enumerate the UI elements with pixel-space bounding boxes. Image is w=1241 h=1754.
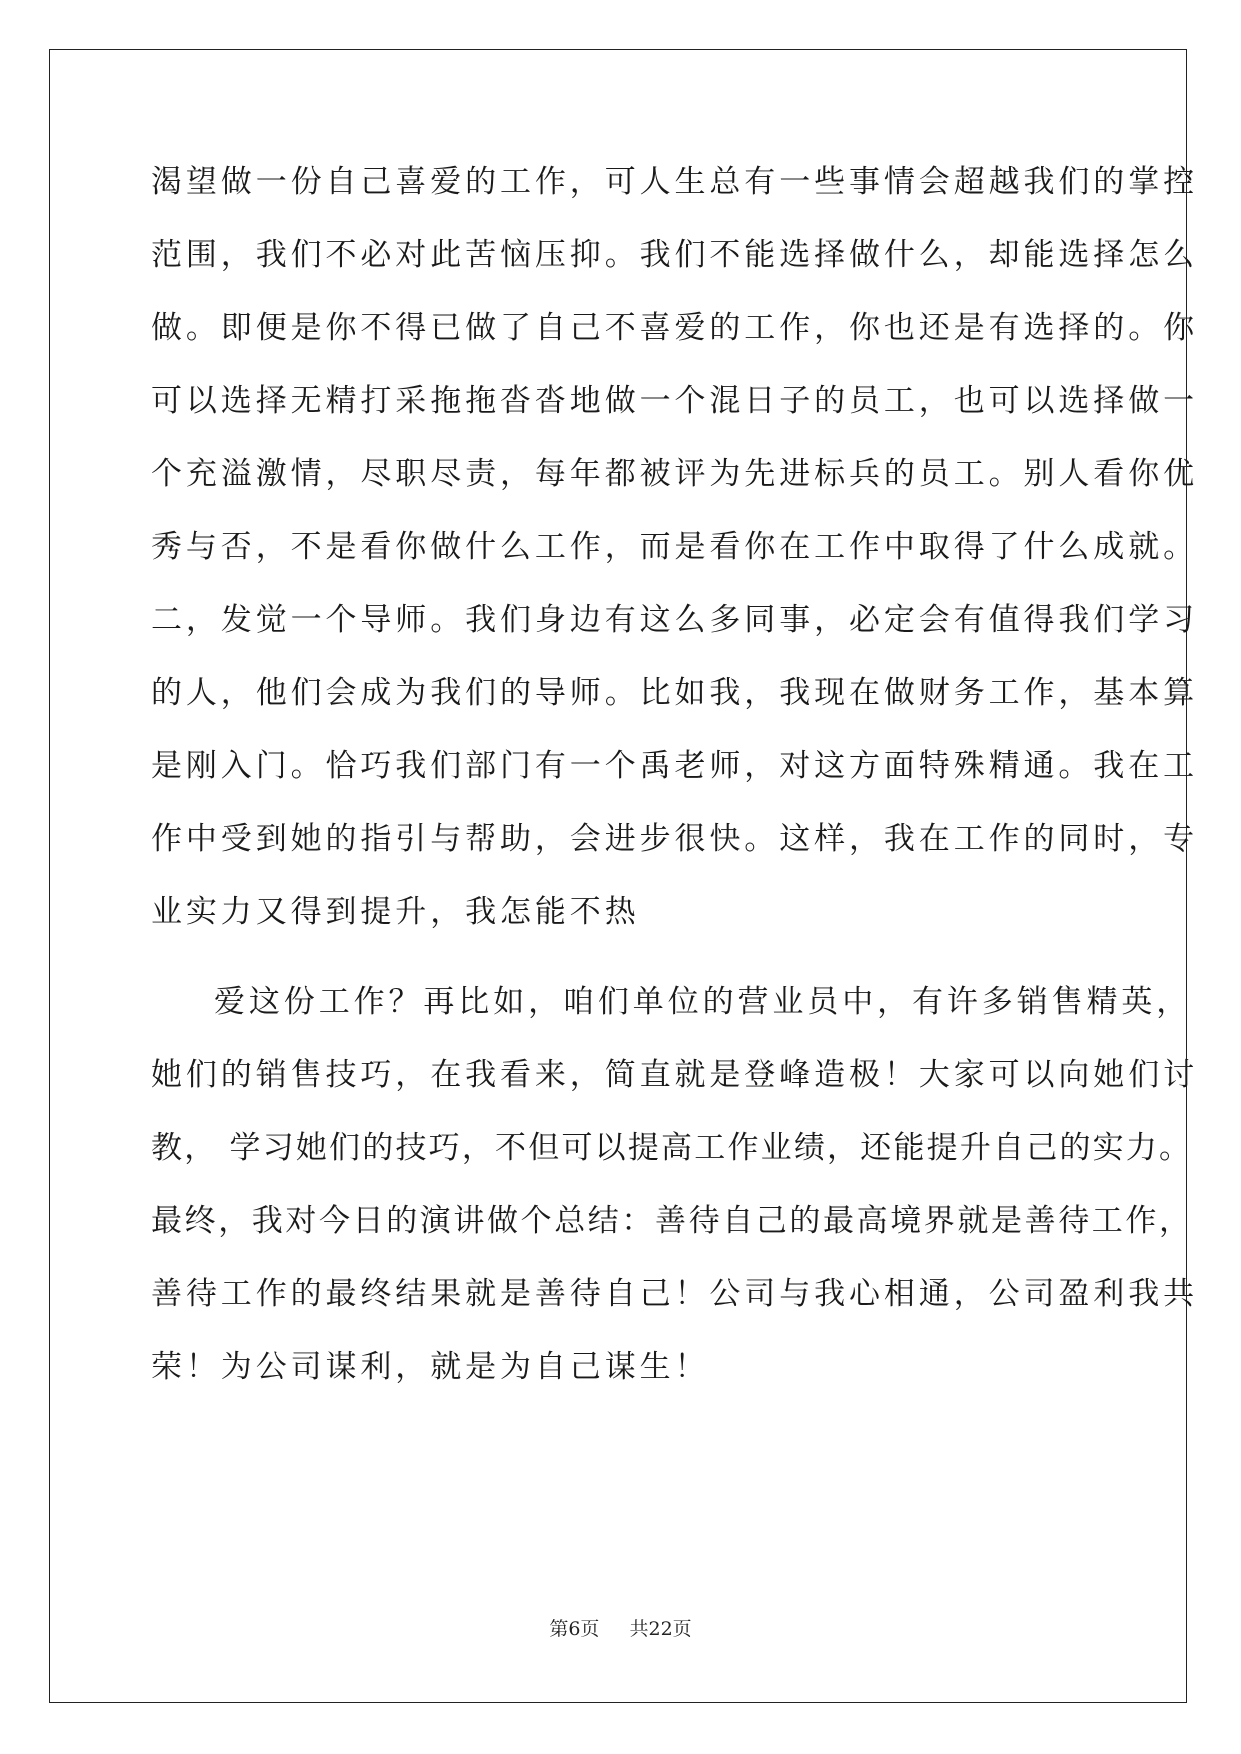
text-line: 教， 学习她们的技巧，不但可以提高工作业绩，还能提升自己的实力。 — [151, 1130, 1193, 1166]
text-line: 业实力又得到提升，我怎能不热 — [151, 894, 640, 930]
text-line: 荣！为公司谋利，就是为自己谋生！ — [151, 1349, 710, 1385]
page-total: 共22页 — [629, 1618, 692, 1640]
text-line: 最终，我对今日的演讲做个总结：善待自己的最高境界就是善待工作， — [151, 1203, 1193, 1239]
text-line: 渴望做一份自己喜爱的工作，可人生总有一些事情会超越我们的掌控 — [151, 164, 1198, 200]
text-line: 善待工作的最终结果就是善待自己！公司与我心相通，公司盈利我共 — [151, 1276, 1198, 1312]
text-line: 可以选择无精打采拖拖沓沓地做一个混日子的员工，也可以选择做一 — [151, 383, 1198, 419]
page-border — [49, 49, 1187, 1703]
text-line: 的人，他们会成为我们的导师。比如我，我现在做财务工作，基本算 — [151, 675, 1198, 711]
text-line: 是刚入门。恰巧我们部门有一个禹老师，对这方面特殊精通。我在工 — [151, 748, 1198, 784]
text-line: 作中受到她的指引与帮助，会进步很快。这样，我在工作的同时，专 — [151, 821, 1198, 857]
text-line: 个充溢激情，尽职尽责，每年都被评为先进标兵的员工。别人看你优 — [151, 456, 1198, 492]
page-footer — [0, 1614, 1241, 1641]
text-line: 秀与否，不是看你做什么工作，而是看你在工作中取得了什么成就。 — [151, 529, 1198, 565]
text-line: 范围，我们不必对此苦恼压抑。我们不能选择做什么，却能选择怎么 — [151, 237, 1198, 273]
page-number: 第6页 — [549, 1618, 600, 1640]
text-line-indented: 爱这份工作？再比如，咱们单位的营业员中，有许多销售精英， — [214, 984, 1192, 1020]
text-line: 她们的销售技巧，在我看来，简直就是登峰造极！大家可以向她们讨 — [151, 1057, 1198, 1093]
text-line: 做。即便是你不得已做了自己不喜爱的工作，你也还是有选择的。你 — [151, 310, 1198, 346]
text-line: 二，发觉一个导师。我们身边有这么多同事，必定会有值得我们学习 — [151, 602, 1198, 638]
